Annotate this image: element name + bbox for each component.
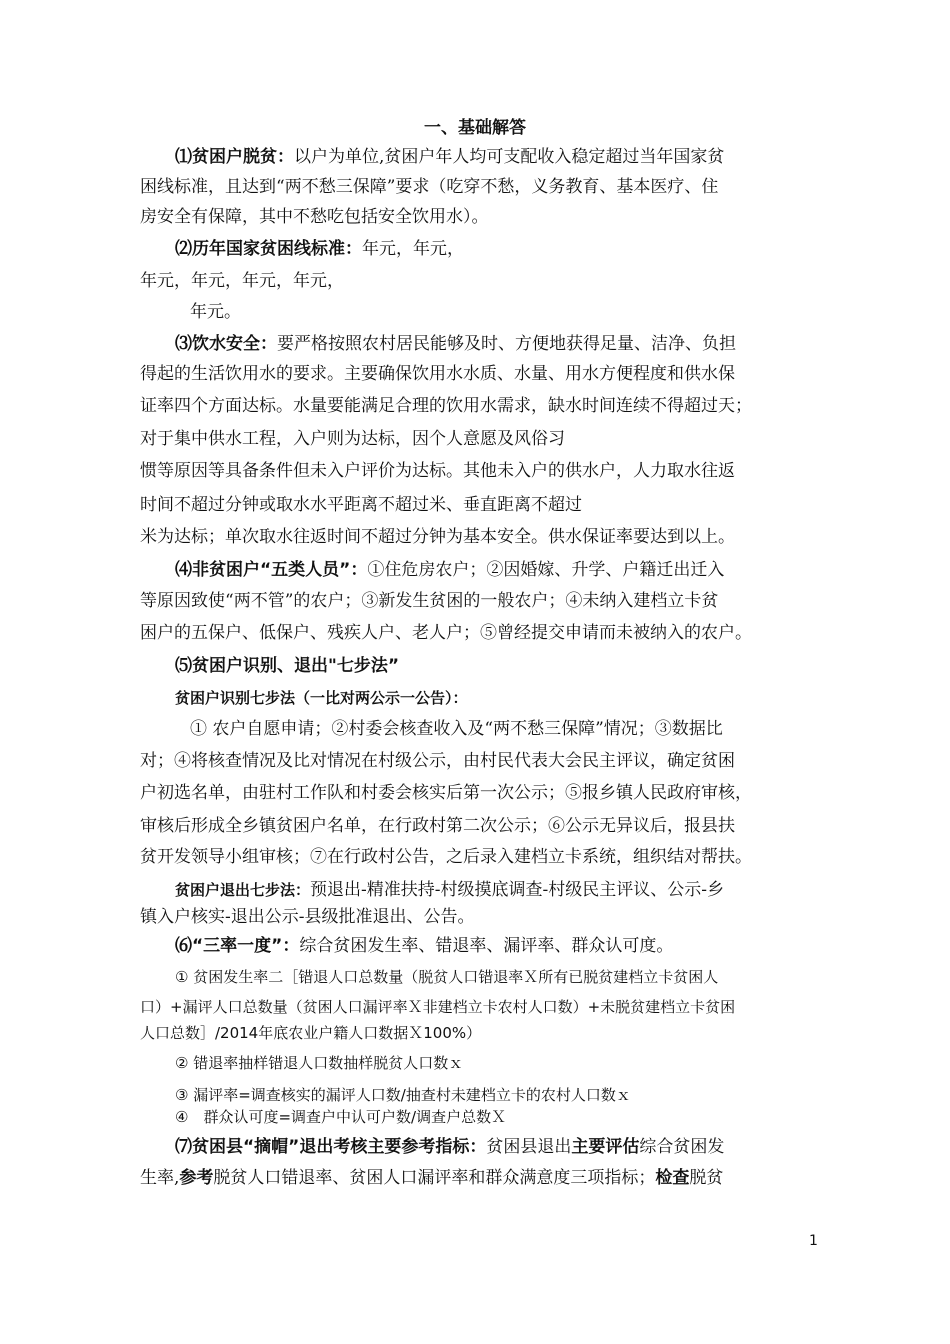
s6-line-1: ⑹“三率一度”：综合贫困发生率、错退率、漏评率、群众认可度。 [175,936,674,956]
s3-line-7: 米为达标；单次取水往返时间不超过分钟为基本安全。供水保证率要达到以上。 [140,527,735,547]
s3-line-1: ⑶饮水安全：要严格按照农村居民能够及时、方便地获得足量、洁净、负担 [175,334,736,354]
s2-line-3: 年元。 [190,302,241,322]
s4-line-1: ⑷非贫困户“五类人员”：①住危房农户；②因婚嫁、升学、户籍迁出迁入 [175,560,725,580]
s2-line-2: 年元，年元，年元，年元， [140,271,344,291]
s5-subheading-1: 贫困户识别七步法（一比对两公示一公告）： [175,689,468,707]
s5-line-4: 审核后形成全乡镇贫困户名单，在行政村第二次公示；⑥公示无异议后，报县扶 [140,816,735,836]
s1-line-2: 困线标准，且达到“两不愁三保障”要求（吃穿不愁，义务教育、基本医疗、住 [140,177,719,197]
s5-line-2: 对；④将核查情况及比对情况在村级公示，由村民代表大会民主评议，确定贫困 [140,751,735,771]
s6-label: ⑹“三率一度”： [175,936,300,956]
s3-line-6: 时间不超过分钟或取水水平距离不超过米、垂直距离不超过 [140,495,582,515]
formula-1-line-2: 口）+漏评人口总数量（贫困人口漏评率Ｘ非建档立卡农村人口数）+未脱贫建档立卡贫困 [140,998,736,1016]
s1-line-1: ⑴贫困户脱贫：以户为单位,贫困户年人均可支配收入稳定超过当年国家贫 [175,147,725,167]
s7-line-1: ⑺贫困县“摘帽”退出考核主要参考指标：贫困县退出主要评估综合贫困发 [175,1137,725,1157]
formula-4: ④ 群众认可度=调查户中认可户数/调查户总数Ｘ [175,1108,507,1126]
s5-line-5: 贫开发领导小组审核；⑦在行政村公告，之后录入建档立卡系统，组织结对帮扶。 [140,847,752,867]
s4-label: ⑷非贫困户“五类人员”： [175,560,368,580]
s7-line-2: 生率,参考脱贫人口错退率、贫困人口漏评率和群众满意度三项指标；检查脱贫 [140,1168,724,1188]
page-title: 一、基础解答 [424,118,526,138]
page-number: 1 [809,1233,818,1249]
s1-label: ⑴贫困户脱贫： [175,147,294,167]
s2-label: ⑵历年国家贫困线标准： [175,239,362,259]
s5-line-6: 贫困户退出七步法：预退出-精准扶持-村级摸底调查-村级民主评议、公示-乡 [175,880,724,900]
s3-line-4: 对于集中供水工程，入户则为达标，因个人意愿及风俗习 [140,429,565,449]
s5-subheading-2: 贫困户退出七步法： [175,881,311,899]
s5-line-1: ① 农户自愿申请；②村委会核查收入及“两不愁三保障”情况；③数据比 [190,719,723,739]
s5-heading: ⑸贫困户识别、退出"七步法” [175,656,400,676]
s1-line-3: 房安全有保障，其中不愁吃包括安全饮用水）。 [140,207,489,227]
s5-line-7: 镇入户核实-退出公示-县级批准退出、公告。 [140,907,475,927]
s4-line-3: 困户的五保户、低保户、残疾人户、老人户；⑤曾经提交申请而未被纳入的农户。 [140,623,752,643]
s7-label: ⑺贫困县“摘帽”退出考核主要参考指标： [175,1137,487,1157]
s3-label: ⑶饮水安全： [175,334,277,354]
s3-line-3: 证率四个方面达标。水量要能满足合理的饮用水需求，缺水时间连续不得超过天； [140,396,752,416]
s4-line-2: 等原因致使“两不管”的农户；③新发生贫困的一般农户；④未纳入建档立卡贫 [140,591,719,611]
formula-2: ② 错退率抽样错退人口数抽样脱贫人口数ｘ [175,1054,464,1072]
formula-1-line-1: ① 贫困发生率二［错退人口总数量（脱贫人口错退率Ｘ所有已脱贫建档立卡贫困人 [175,968,719,986]
s3-line-5: 惯等原因等具备条件但未入户评价为达标。其他未入户的供水户，人力取水往返 [140,461,735,481]
s2-line-1: ⑵历年国家贫困线标准：年元，年元， [175,239,464,259]
formula-3: ③ 漏评率=调查核实的漏评人口数/抽查村未建档立卡的农村人口数ｘ [175,1086,631,1104]
s5-line-3: 户初选名单，由驻村工作队和村委会核实后第一次公示；⑤报乡镇人民政府审核， [140,783,752,803]
formula-1-line-3: 人口总数］/2014年底农业户籍人口数据Ｘ100%） [140,1024,482,1042]
s3-line-2: 得起的生活饮用水的要求。主要确保饮用水水质、水量、用水方便程度和供水保 [140,364,735,384]
